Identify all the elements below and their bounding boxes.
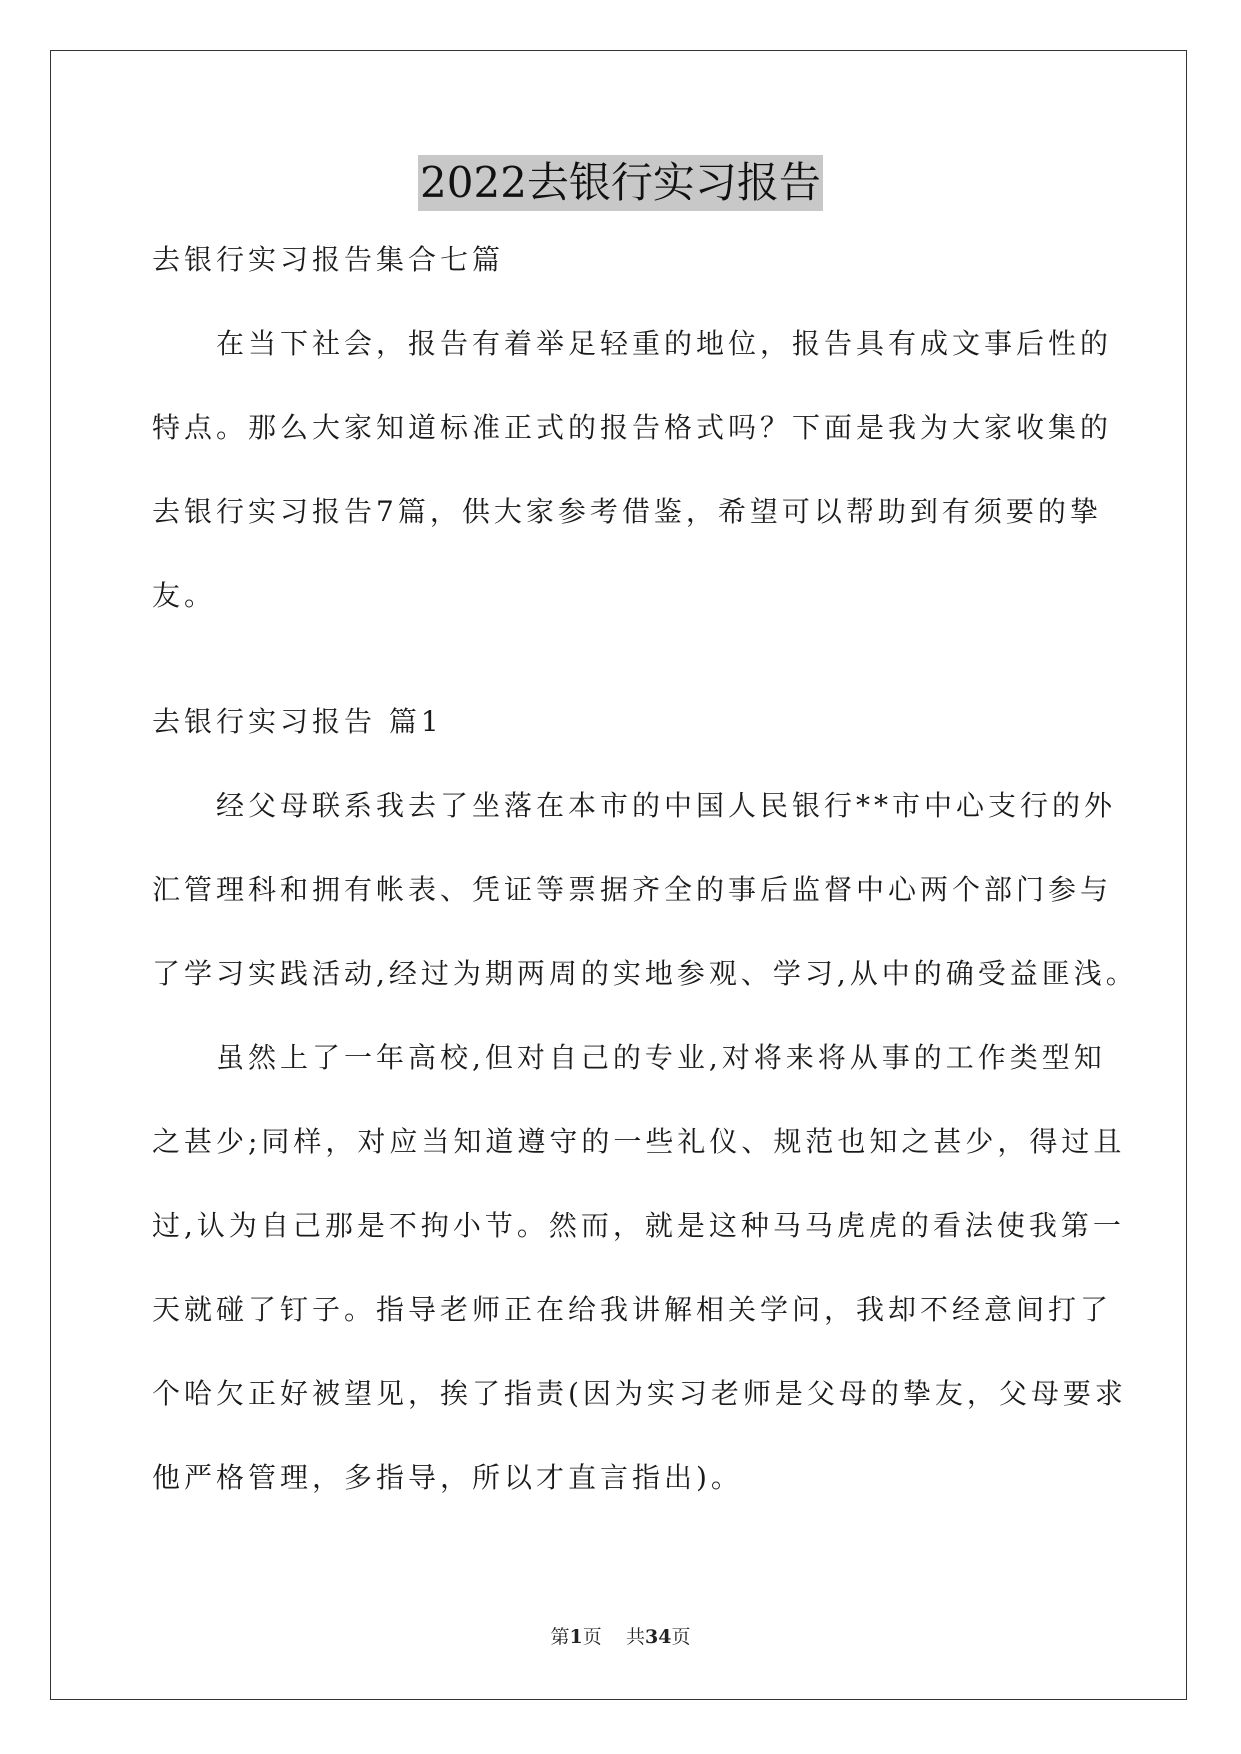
total-prefix: 共	[625, 1626, 645, 1648]
collection-subtitle: 去银行实习报告集合七篇	[152, 243, 505, 276]
section-line: 天就碰了钉子。指导老师正在给我讲解相关学问，我却不经意间打了	[152, 1293, 1113, 1326]
section-line: 经父母联系我去了坐落在本市的中国人民银行**市中心支行的外	[152, 789, 1117, 822]
page-suffix: 页	[582, 1626, 602, 1648]
total-pages: 34	[644, 1626, 672, 1648]
section-line: 个哈欠正好被望见，挨了指责(因为实习老师是父母的挚友，父母要求	[152, 1377, 1127, 1410]
section-line: 之甚少;同样，对应当知道遵守的一些礼仪、规范也知之甚少，得过且	[152, 1125, 1126, 1158]
title-block	[0, 155, 1241, 211]
page-prefix: 第	[550, 1626, 570, 1648]
document-body	[152, 232, 1138, 1534]
section-line: 了学习实践活动,经过为期两周的实地参观、学习,从中的确受益匪浅。	[152, 957, 1138, 990]
intro-line: 在当下社会，报告有着举足轻重的地位，报告具有成文事后性的	[152, 327, 1113, 360]
intro-line: 友。	[152, 579, 217, 612]
page-number: 1	[569, 1626, 583, 1648]
section-gap	[152, 652, 1092, 694]
section-line: 汇管理科和拥有帐表、凭证等票据齐全的事后监督中心两个部门参与	[152, 873, 1113, 906]
document-title: 2022去银行实习报告	[418, 155, 823, 211]
section-line: 虽然上了一年高校,但对自己的专业,对将来将从事的工作类型知	[152, 1041, 1106, 1074]
total-suffix: 页	[671, 1626, 691, 1648]
section-line: 他严格管理，多指导，所以才直言指出)。	[152, 1461, 743, 1494]
intro-line: 特点。那么大家知道标准正式的报告格式吗？下面是我为大家收集的	[152, 411, 1113, 444]
intro-line: 去银行实习报告7篇，供大家参考借鉴，希望可以帮助到有须要的挚	[152, 495, 1102, 528]
section-heading: 去银行实习报告 篇1	[152, 705, 443, 738]
page-footer	[0, 1622, 1241, 1649]
section-line: 过,认为自己那是不拘小节。然而，就是这种马马虎虎的看法使我第一	[152, 1209, 1125, 1242]
